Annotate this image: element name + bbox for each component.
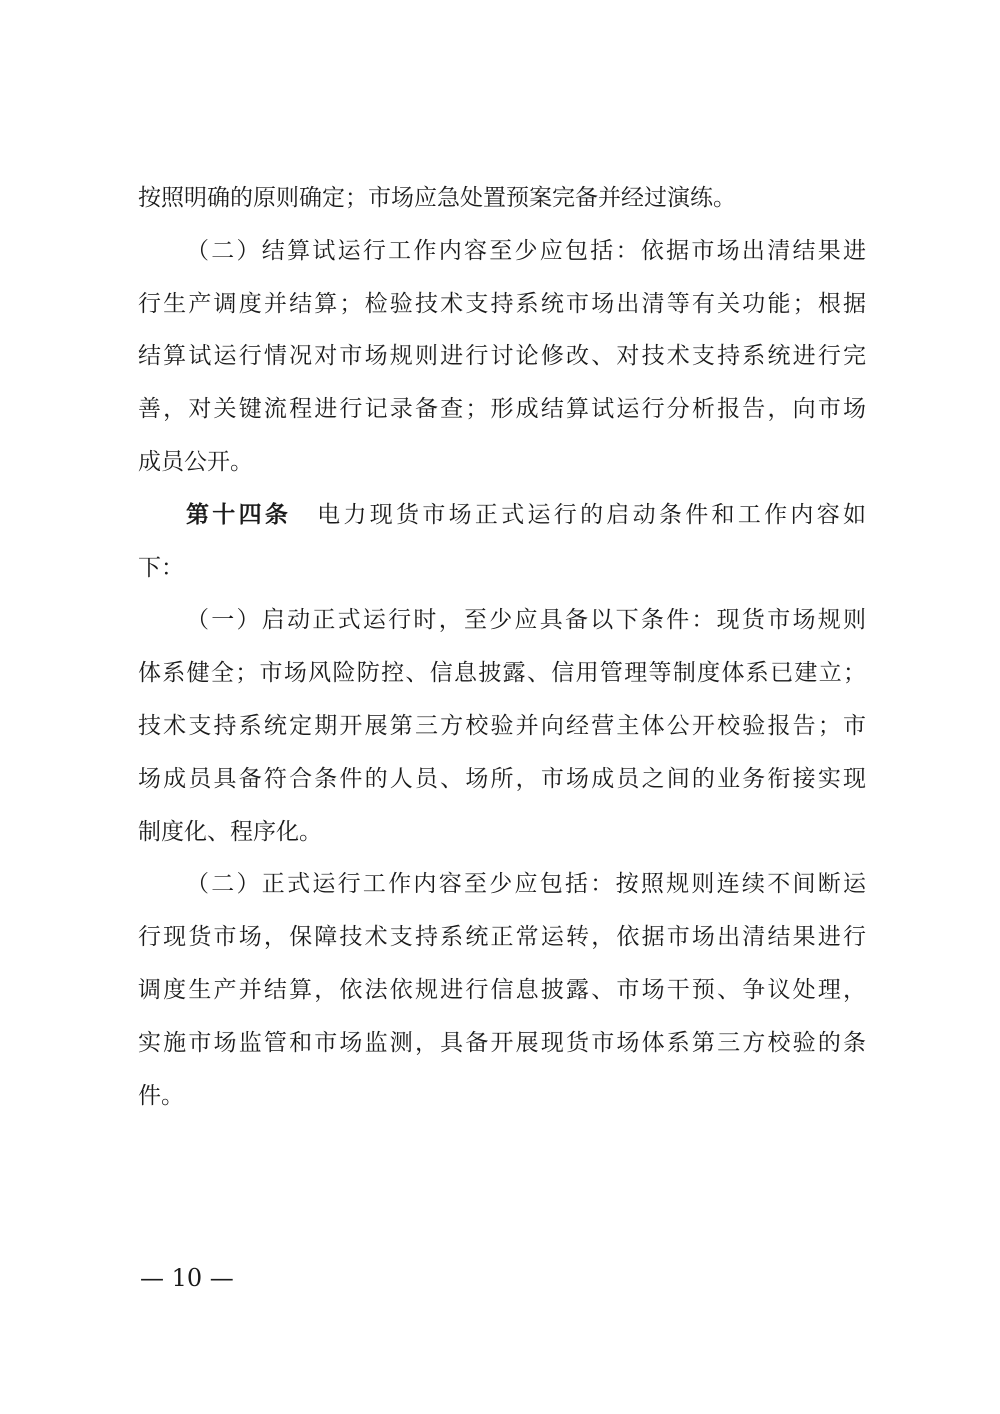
paragraph-2-line-4: 善，对关键流程进行记录备查；形成结算试运行分析报告，向市场	[138, 396, 866, 423]
paragraph-5-line-2: 行现货市场，保障技术支持系统正常运转，依据市场出清结果进行	[138, 924, 866, 951]
paragraph-2-line-5: 成员公开。	[138, 448, 253, 475]
paragraph-5-line-3: 调度生产并结算，依法依规进行信息披露、市场干预、争议处理，	[138, 976, 866, 1003]
paragraph-4-line-1: （一）启动正式运行时，至少应具备以下条件：现货市场规则	[186, 607, 866, 634]
paragraph-2-line-3: 结算试运行情况对市场规则进行讨论修改、对技术支持系统进行完	[138, 343, 866, 370]
document-body	[138, 176, 866, 1126]
page-number: — 10 —	[140, 1264, 234, 1292]
paragraph-5-line-4: 实施市场监管和市场监测，具备开展现货市场体系第三方校验的条	[138, 1029, 866, 1056]
paragraph-5-line-1: （二）正式运行工作内容至少应包括：按照规则连续不间断运	[186, 871, 866, 898]
article-14-line-1	[138, 493, 866, 546]
paragraph-2-line-1: （二）结算试运行工作内容至少应包括：依据市场出清结果进	[186, 237, 866, 264]
paragraph-2-line-2: 行生产调度并结算；检验技术支持系统市场出清等有关功能；根据	[138, 290, 866, 317]
paragraph-4-line-3: 技术支持系统定期开展第三方校验并向经营主体公开校验报告；市	[138, 712, 866, 739]
paragraph-4-line-4: 场成员具备符合条件的人员、场所，市场成员之间的业务衔接实现	[138, 765, 866, 792]
paragraph-1-line-1: 按照明确的原则确定；市场应急处置预案完备并经过演练。	[138, 185, 736, 211]
paragraph-4-line-5: 制度化、程序化。	[138, 818, 322, 845]
article-number: 第十四条	[186, 501, 292, 528]
article-14-line-2: 下：	[138, 554, 184, 581]
paragraph-5-line-5: 件。	[138, 1082, 184, 1109]
paragraph-4-line-2: 体系健全；市场风险防控、信息披露、信用管理等制度体系已建立；	[138, 660, 866, 687]
article-14-text: 电力现货市场正式运行的启动条件和工作内容如	[317, 501, 867, 528]
